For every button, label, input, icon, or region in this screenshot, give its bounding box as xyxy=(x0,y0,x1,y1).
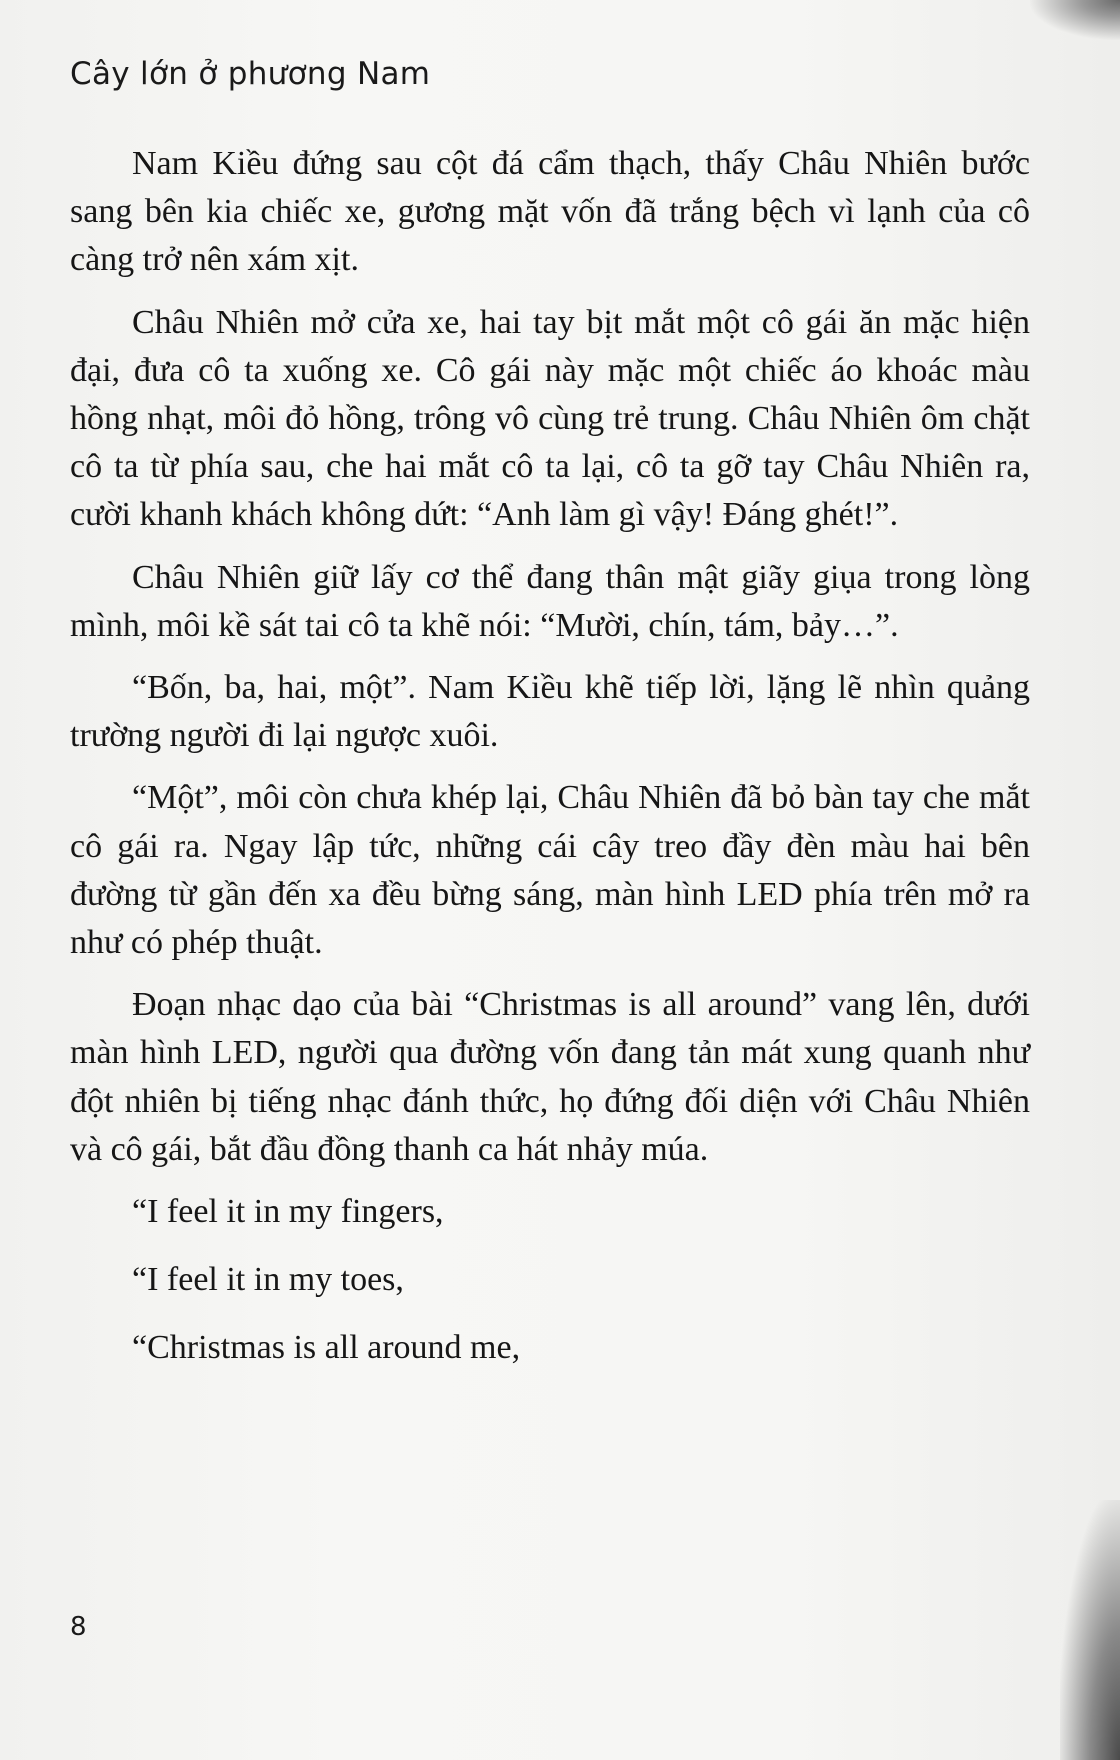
paragraph: Nam Kiều đứng sau cột đá cẩm thạch, thấy Châu Nhiên bước sang bên kia chiếc xe, gương mặt vốn đã trắng bệch vì lạnh của cô càng trở nên xám xịt. xyxy=(70,145,1030,279)
paragraph: Châu Nhiên mở cửa xe, hai tay bịt mắt một cô gái ăn mặc hiện đại, đưa cô ta xuống xe. Cô gái này mặc một chiếc áo khoác màu hồng nhạt, môi đỏ hồng, trông vô cùng trẻ trung. Châu Nhiên ôm chặt cô ta từ phía sau, che hai mắt cô ta lại, cô ta gỡ tay Châu Nhiên ra, cười khanh khách không dứt: “Anh làm gì vậy! Đáng ghét!”. xyxy=(70,303,1030,534)
paragraph: Châu Nhiên giữ lấy cơ thể đang thân mật giãy giụa trong lòng mình, môi kề sát tai cô ta khẽ nói: “Mười, chín, tám, bảy…”. xyxy=(70,558,1030,644)
page-number: 8 xyxy=(70,1612,87,1642)
page-corner-shadow xyxy=(1030,0,1120,40)
page-edge-shadow xyxy=(1060,1500,1120,1760)
song-lyric-line: “I feel it in my fingers, xyxy=(132,1193,444,1231)
paragraph: “Một”, môi còn chưa khép lại, Châu Nhiên đã bỏ bàn tay che mắt cô gái ra. Ngay lập tức, những cái cây treo đầy đèn màu hai bên đường từ gần đến xa đều bừng sáng, màn hình LED phía trên mở ra như có phép thuật. xyxy=(70,779,1030,962)
paragraph: “Bốn, ba, hai, một”. Nam Kiều khẽ tiếp lời, lặng lẽ nhìn quảng trường người đi lại ngược xuôi. xyxy=(70,669,1030,755)
song-lyric-line: “I feel it in my toes, xyxy=(132,1261,404,1299)
body-text xyxy=(70,140,1030,1393)
running-head: Cây lớn ở phương Nam xyxy=(70,56,431,92)
song-lyric-line: “Christmas is all around me, xyxy=(132,1329,521,1367)
paragraph: Đoạn nhạc dạo của bài “Christmas is all around” vang lên, dưới màn hình LED, người qua đường vốn đang tản mát xung quanh như đột nhiên bị tiếng nhạc đánh thức, họ đứng đối diện với Châu Nhiên và cô gái, bắt đầu đồng thanh ca hát nhảy múa. xyxy=(70,986,1030,1168)
